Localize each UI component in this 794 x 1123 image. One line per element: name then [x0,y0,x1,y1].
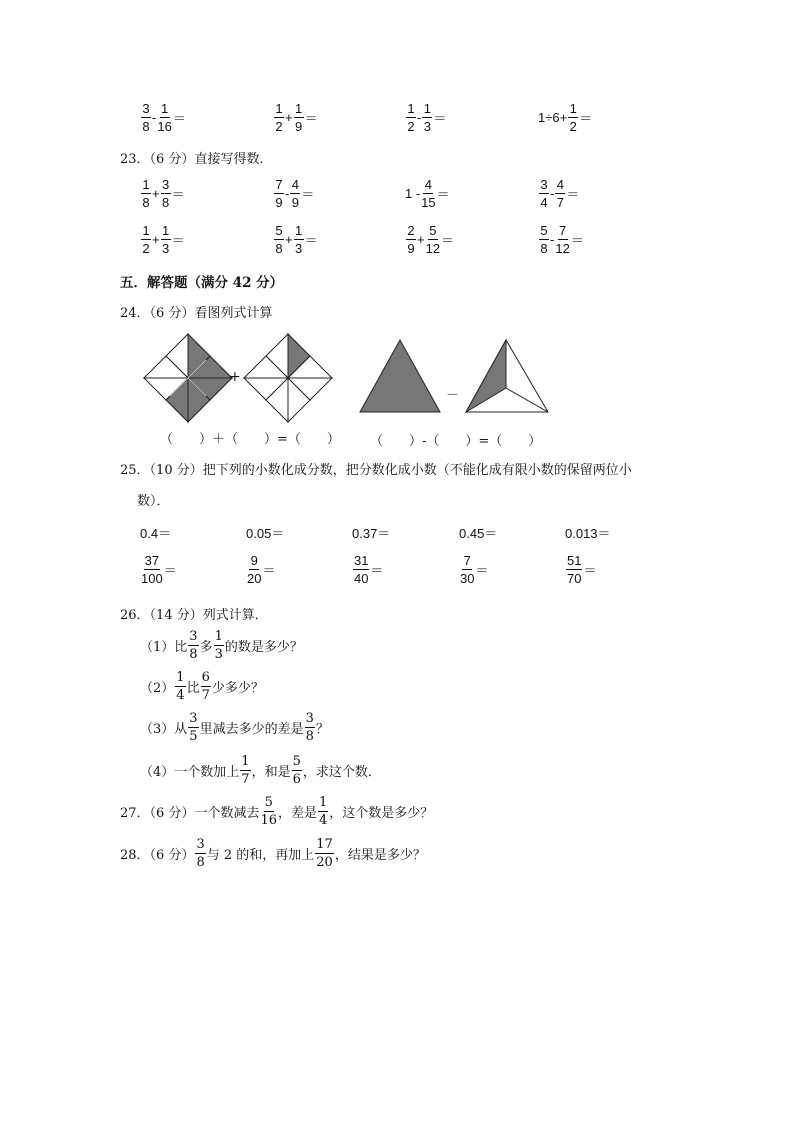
figure-diamond-right [240,330,336,426]
expr-q23-r1-3 [405,178,450,209]
numerator: 5 [429,223,437,238]
numerator: 3 [196,837,205,852]
numerator: 3 [142,101,150,116]
fraction [141,178,151,209]
question-28 [120,838,426,869]
expr-text: 28．（6 分） [120,848,195,863]
expr-text: + [152,186,160,201]
minus-sign: － [446,388,460,403]
numerator: 1 [569,101,577,116]
expr-text: 1÷6+ [538,110,568,125]
fraction [555,224,569,255]
numerator: 1 [319,795,328,810]
decimal-5: 0.013＝ [565,526,611,541]
fraction [157,102,171,133]
fraction [555,178,565,209]
fraction [188,712,198,743]
decimal-1: 0.4＝ [140,526,172,541]
expr-text: ，求这个数． [302,765,381,780]
fraction [188,630,198,661]
expr-text: 多 [199,640,213,655]
decimal-2: 0.05＝ [246,526,285,541]
numerator: 3 [161,177,170,192]
expr-text: ，结果是多少？ [334,848,426,863]
numerator: 7 [558,223,567,238]
fraction [292,755,302,786]
expr-text: ＝ [579,111,593,126]
fraction [406,224,416,255]
expr-text: 27．（6 分）一个数减去 [120,806,260,821]
numerator: 5 [540,223,548,238]
expr-text: - [417,110,422,125]
question-26-title: 26．（14 分）列式计算． [120,608,268,623]
denominator: 2 [275,119,283,134]
expr-text: 里减去多少的差是 [199,722,304,737]
denominator: 2 [569,119,577,134]
denominator: 70 [567,571,582,586]
fraction [240,755,250,786]
expr-q23-r1-2 [273,178,314,209]
expr-text: ＝ [304,111,318,126]
numerator: 1 [161,223,170,238]
fraction-3 [352,554,383,585]
denominator: 4 [176,688,185,703]
numerator: 51 [567,553,582,568]
denominator: 8 [142,119,150,134]
denominator: 7 [241,772,250,787]
expr-q23-r2-2 [273,224,318,255]
fraction [422,102,432,133]
expr-text: + [285,110,293,125]
denominator: 40 [354,571,369,586]
figure-triangle-partial [462,338,552,416]
decimal-3: 0.37＝ [352,526,391,541]
denominator: 100 [141,571,163,586]
figure-triangle-shaded [358,338,442,414]
denominator: 3 [423,119,431,134]
question-23-title: 23．（6 分）直接写得数． [120,152,273,167]
fraction [161,224,171,255]
fraction [274,224,284,255]
numerator: 3 [305,711,314,726]
numerator: 1 [176,670,185,685]
denominator: 9 [291,195,299,210]
expr-text: ＝ [171,187,185,202]
denominator: 2 [142,241,150,256]
numerator: 1 [142,223,150,238]
expr-text: ＝ [570,233,584,248]
section-5-title: 五．解答题（满分 42 分） [120,275,284,291]
numerator: 9 [250,553,258,568]
expr-text: ＝ [370,563,384,578]
fraction [406,102,416,133]
fraction [274,102,284,133]
expr-text: 与 2 的和，再加上 [206,848,315,863]
fraction [161,178,171,209]
numerator: 1 [423,101,431,116]
denominator: 30 [460,571,475,586]
question-25-title: 25．（10 分）把下列的小数化成分数，把分数化成小数（不能化成有限小数的保留两位小 [120,463,632,478]
numerator: 5 [292,754,301,769]
numerator: 1 [241,754,250,769]
numerator: 4 [291,177,299,192]
expr-text: ，差是 [278,806,318,821]
expr-text: - [550,232,555,247]
fraction [353,554,369,585]
numerator: 1 [294,223,303,238]
expr-text: ，和是 [251,765,291,780]
numerator: 3 [189,711,198,726]
expr-text: ＝ [441,233,455,248]
expr-text: ＝ [304,233,318,248]
fraction [566,554,582,585]
numerator: 5 [275,223,283,238]
denominator: 5 [189,729,198,744]
fraction [141,224,151,255]
denominator: 20 [316,855,333,870]
denominator: 3 [214,647,223,662]
fraction [318,796,328,827]
numerator: 5 [264,795,273,810]
question-26-item-1 [140,630,303,661]
fraction [260,796,277,827]
expr-text: ？ [315,722,329,737]
numerator: 1 [142,177,150,192]
numerator: 2 [407,223,415,238]
fraction [195,838,205,869]
expr-text: ＝ [433,111,447,126]
expr-text: 的数是多少？ [224,640,303,655]
denominator: 8 [275,241,283,256]
denominator: 7 [201,688,210,703]
denominator: 8 [305,729,314,744]
expr-text: ＝ [436,187,450,202]
expr-text: （1）比 [140,640,188,655]
fraction [539,178,549,209]
denominator: 8 [196,855,205,870]
fraction [294,102,304,133]
fraction [201,671,211,702]
numerator: 1 [214,629,223,644]
expr-row0-2 [273,102,318,133]
fraction-2 [246,554,275,585]
numerator: 6 [201,670,210,685]
expr-text: ＝ [475,563,489,578]
question-24-title: 24．（6 分）看图列式计算 [120,306,273,321]
denominator: 20 [247,571,262,586]
fraction [141,102,151,133]
expr-text: - [550,186,555,201]
plus-sign: + [229,369,241,385]
numerator: 7 [463,553,471,568]
numerator: 31 [354,553,369,568]
expr-text: ＝ [301,187,315,202]
decimal-4: 0.45＝ [459,526,498,541]
expr-text: 1 - [405,186,421,201]
expr-row0-4 [538,102,592,133]
numerator: 1 [160,101,169,116]
denominator: 9 [275,195,283,210]
numerator: 3 [189,629,198,644]
denominator: 12 [555,241,570,256]
fraction [315,838,334,869]
expr-q23-r2-1 [140,224,185,255]
denominator: 9 [294,119,303,134]
fraction [290,178,300,209]
expr-text: ＝ [566,187,580,202]
denominator: 8 [142,195,150,210]
expr-q23-r1-4 [538,178,579,209]
question-26-item-3 [140,712,329,743]
fraction [539,224,549,255]
fraction [421,178,435,209]
expr-text: ，这个数是多少？ [329,806,434,821]
expr-text: + [152,232,160,247]
fraction [141,554,163,585]
fraction [426,224,440,255]
question-26-item-4 [140,755,381,786]
denominator: 15 [421,195,436,210]
numerator: 7 [275,177,283,192]
numerator: 1 [294,101,303,116]
numerator: 3 [540,177,548,192]
numerator: 4 [424,177,433,192]
denominator: 6 [292,772,301,787]
numerator: 1 [407,101,415,116]
fraction [568,102,578,133]
fraction-5 [565,554,596,585]
fraction [460,554,474,585]
denominator: 7 [556,195,564,210]
denominator: 8 [540,241,548,256]
expr-text: 比 [186,681,200,696]
denominator: 3 [294,241,303,256]
denominator: 4 [540,195,548,210]
question-25-title-cont: 数）． [137,494,170,509]
denominator: 3 [161,241,170,256]
question-26-item-2 [140,671,264,702]
denominator: 16 [157,119,172,134]
fraction [274,178,284,209]
expr-text: + [285,232,293,247]
denominator: 4 [319,813,328,828]
numerator: 17 [316,837,333,852]
fraction [175,671,185,702]
figure-diamond-left [140,330,236,426]
expr-text: ＝ [583,563,597,578]
expr-text: + [417,232,425,247]
expr-text: （2） [140,681,175,696]
expr-text: - [285,186,290,201]
expr-text: ＝ [172,111,186,126]
expr-row0-3 [405,102,446,133]
denominator: 8 [161,195,170,210]
answer-blank-right: （ ）-（ ）=（ ） [370,434,542,449]
fraction-1 [140,554,177,585]
denominator: 2 [407,119,415,134]
expr-text: ＝ [262,563,276,578]
numerator: 37 [144,553,160,568]
denominator: 8 [189,647,198,662]
numerator: 1 [275,101,283,116]
expr-q23-r2-4 [538,224,584,255]
expr-text: （4）一个数加上 [140,765,240,780]
answer-blank-left: （ ）＋（ ）=（ ） [160,432,340,447]
expr-row0-1 [140,102,186,133]
expr-text: ＝ [171,233,185,248]
denominator: 16 [260,813,277,828]
fraction [305,712,315,743]
numerator: 4 [556,177,564,192]
question-27 [120,796,433,827]
fraction [294,224,304,255]
fraction [247,554,261,585]
expr-q23-r1-1 [140,178,185,209]
fraction-4 [459,554,488,585]
expr-text: - [152,110,157,125]
fraction [214,630,224,661]
expr-q23-r2-3 [405,224,454,255]
expr-text: 少多少？ [211,681,264,696]
expr-text: ＝ [163,563,177,578]
denominator: 12 [425,241,441,256]
denominator: 9 [407,241,415,256]
expr-text: （3）从 [140,722,188,737]
